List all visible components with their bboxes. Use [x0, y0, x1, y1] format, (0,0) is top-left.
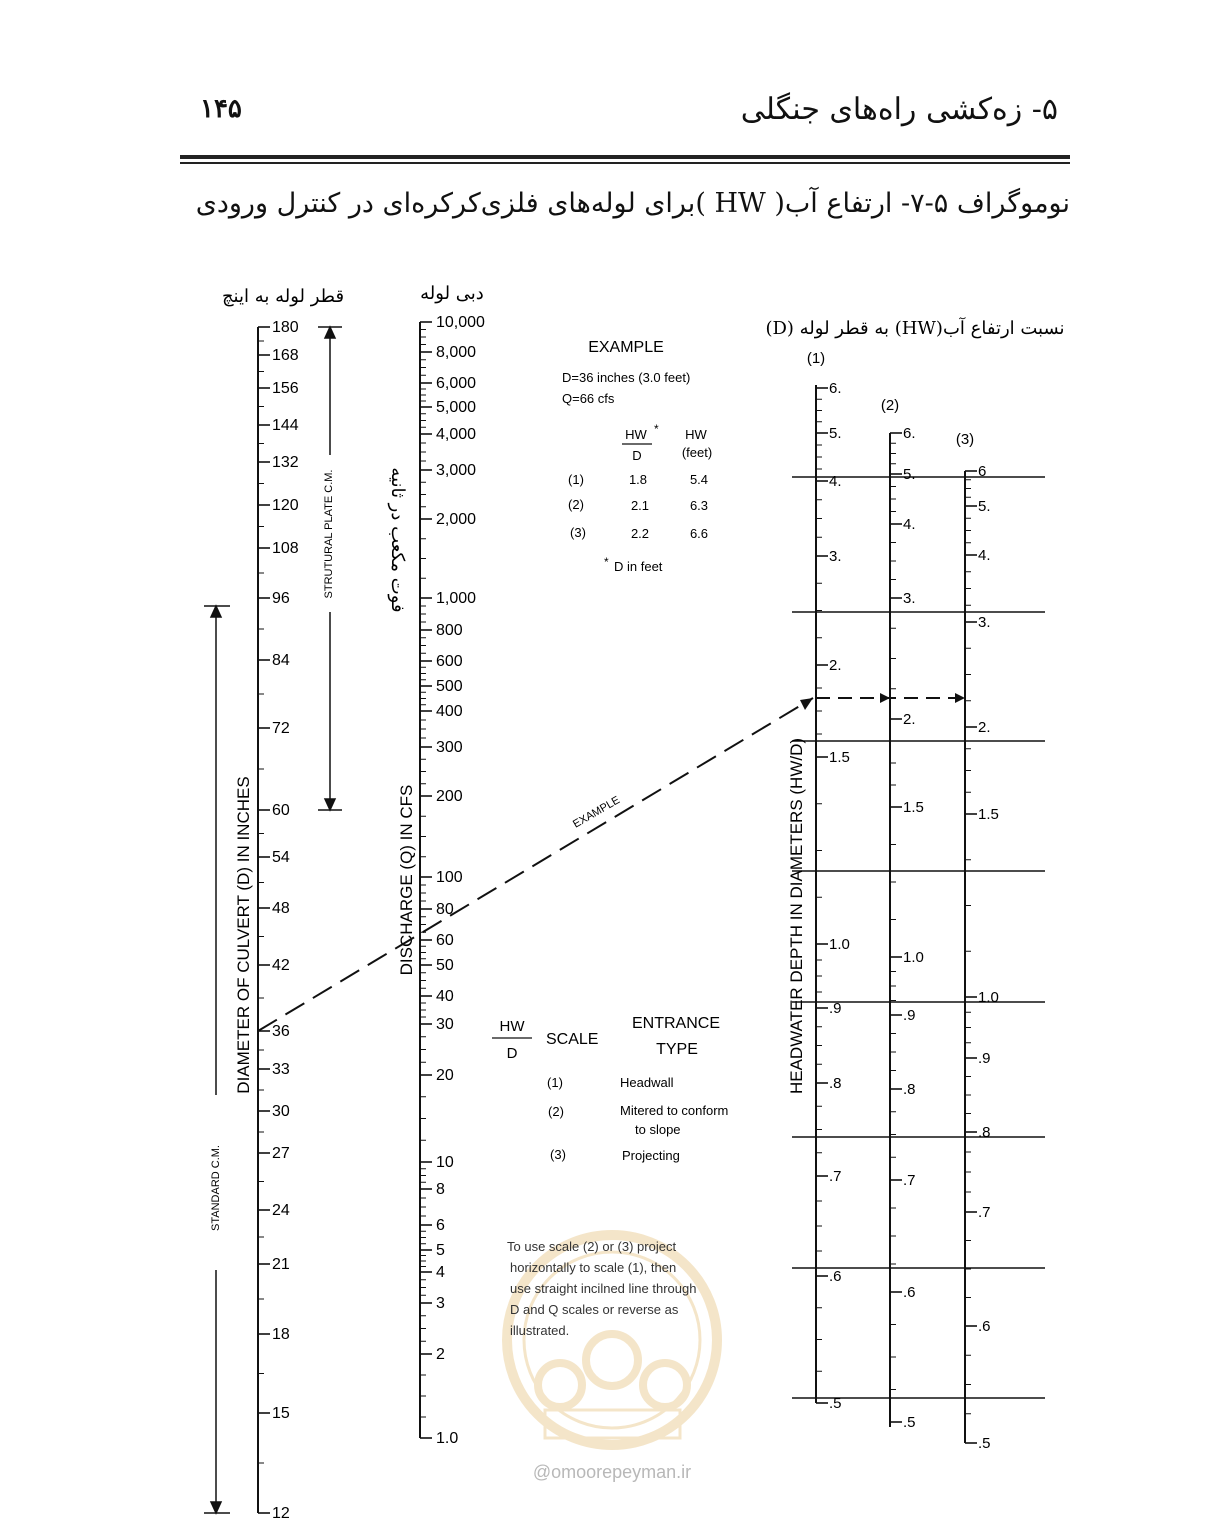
hw-scale-1-tick-label: 6. — [829, 380, 842, 397]
page-number: ۱۴۵ — [200, 94, 242, 124]
example-col1-top: HW — [625, 427, 647, 442]
hw-scale-2-tick-label: 4. — [903, 516, 916, 533]
hw-scale-3-tick-label: .5 — [978, 1435, 991, 1452]
diameter-scale-tick-label: 33 — [272, 1061, 290, 1078]
example-arrow-3 — [955, 693, 965, 703]
hw-scale-2-tick-label: 3. — [903, 590, 916, 607]
diameter-scale-tick-label: 27 — [272, 1145, 290, 1162]
entrance-row3-scale: (3) — [550, 1147, 566, 1162]
entrance-row2-type2: to slope — [635, 1122, 681, 1137]
hw-scale-2-tick-label: .5 — [903, 1414, 916, 1431]
discharge-scale-tick-label: 200 — [436, 788, 463, 805]
example-row2-scale: (2) — [568, 497, 584, 512]
example-row3-scale: (3) — [570, 525, 586, 540]
discharge-scale-tick-label: 3 — [436, 1295, 445, 1312]
discharge-axis-label: DISCHARGE (Q) IN CFS — [397, 784, 416, 976]
example-box — [562, 339, 712, 574]
instruction-line: illustrated. — [510, 1323, 570, 1338]
discharge-scale-tick-label: 6 — [436, 1217, 445, 1234]
hw-scale-2-tick-label: 2. — [903, 711, 916, 728]
diameter-scale-tick-label: 42 — [272, 957, 290, 974]
diameter-scale-tick-label: 156 — [272, 380, 299, 397]
example-line2: Q=66 cfs — [562, 391, 615, 406]
hw-scale-3-tick-label: .7 — [978, 1204, 991, 1221]
discharge-fa-axis-label: فوت مکعب در ثانیه — [387, 467, 408, 613]
discharge-scale-tick-label: 6,000 — [436, 375, 477, 392]
discharge-scale-tick-label: 1.0 — [436, 1430, 459, 1447]
diameter-scale-tick-label: 84 — [272, 652, 290, 669]
entrance-row1-type: Headwall — [620, 1075, 674, 1090]
hw-scale-1-tick-label: .9 — [829, 1000, 842, 1017]
diameter-scale-tick-label: 72 — [272, 720, 290, 737]
hw-scale-1-tick-label: 3. — [829, 548, 842, 565]
discharge-scale-tick-label: 2,000 — [436, 511, 477, 528]
hw-scale-1-label: (1) — [806, 350, 826, 367]
discharge-scale-tick-label: 60 — [436, 932, 454, 949]
hw-scale-1-tick-label: 1.5 — [829, 749, 850, 766]
diameter-scale-tick-label: 12 — [272, 1505, 290, 1520]
hw-scale-1-tick-label: .8 — [829, 1075, 842, 1092]
example-row2-ratio: 2.1 — [630, 498, 650, 513]
hw-scale-3-tick-label: 5. — [978, 498, 991, 515]
standard-range — [204, 606, 230, 1513]
entrance-type-header-2: TYPE — [656, 1041, 698, 1058]
hw-scale-1-tick-label: .5 — [829, 1395, 842, 1412]
standard-label: STANDARD C.M. — [210, 1145, 222, 1231]
diameter-scale-tick-label: 21 — [272, 1256, 290, 1273]
discharge-scale-tick-label: 300 — [436, 739, 463, 756]
discharge-scale — [420, 314, 485, 1447]
hw-axis-label: HEADWATER DEPTH IN DIAMETERS (HW/D) — [787, 737, 806, 1095]
chapter-title: ۵- زه‌کشی راه‌های جنگلی — [740, 92, 1058, 127]
diameter-scale-tick-label: 54 — [272, 849, 290, 866]
entrance-row2-scale: (2) — [548, 1104, 564, 1119]
structural-plate-label: STRUTURAL PLATE C.M. — [323, 469, 335, 599]
hw-scale-3-tick-label: 6 — [978, 463, 987, 480]
example-line1: D=36 inches (3.0 feet) — [562, 370, 691, 385]
hw-scale-2-tick-label: 1.5 — [903, 799, 924, 816]
discharge-scale-tick-label: 20 — [436, 1067, 454, 1084]
diameter-scale-tick-label: 24 — [272, 1202, 290, 1219]
example-footnote-star: * — [604, 555, 609, 569]
diameter-scale-tick-label: 36 — [272, 1023, 290, 1040]
example-row1-scale: (1) — [568, 472, 584, 487]
example-col1-bottom: D — [632, 448, 642, 463]
hw-scale-2-tick-label: .7 — [903, 1172, 916, 1189]
diameter-scale-tick-label: 48 — [272, 900, 290, 917]
discharge-scale-tick-label: 4 — [436, 1264, 445, 1281]
instruction-line: D and Q scales or reverse as — [510, 1302, 679, 1317]
entrance-hw-top: HW — [499, 1018, 525, 1035]
hw-scale-1-tick-label: 1.0 — [829, 936, 850, 953]
hw-scale-2-label: (2) — [880, 397, 900, 414]
hw-scale-3-tick-label: .6 — [978, 1318, 991, 1335]
example-line-label: EXAMPLE — [570, 794, 623, 831]
watermark-text: @omoorepeyman.ir — [532, 1462, 692, 1482]
example-col2-top: HW — [685, 427, 707, 442]
diameter-scale-tick-label: 120 — [272, 497, 299, 514]
diameter-scale-tick-label: 168 — [272, 347, 299, 364]
entrance-scale-header: SCALE — [546, 1031, 599, 1048]
diameter-scale-tick-label: 18 — [272, 1326, 290, 1343]
entrance-hw-bottom: D — [506, 1045, 518, 1062]
discharge-scale-tick-label: 4,000 — [436, 426, 477, 443]
hw-scale-2-tick-label: 5. — [903, 466, 916, 483]
hw-scale-3-label: (3) — [955, 431, 975, 448]
example-footnote: D in feet — [614, 559, 663, 574]
discharge-fa-label: دبی لوله — [420, 283, 484, 304]
discharge-scale-tick-label: 5,000 — [436, 399, 477, 416]
example-col2-bottom: (feet) — [681, 445, 713, 460]
hw-scale-3-tick-label: 1.0 — [978, 989, 999, 1006]
discharge-scale-tick-label: 2 — [436, 1346, 445, 1363]
hw-scale-3-tick-label: .9 — [978, 1050, 991, 1067]
hw-scale-3-tick-label: 1.5 — [978, 806, 999, 823]
instructions-note — [507, 1239, 696, 1338]
entrance-type-table — [492, 1015, 728, 1163]
diameter-scale-tick-label: 30 — [272, 1103, 290, 1120]
example-row2-feet: 6.3 — [689, 498, 709, 513]
example-arrow — [800, 698, 813, 710]
example-row3-feet: 6.6 — [689, 526, 709, 541]
entrance-row3-type: Projecting — [622, 1148, 680, 1163]
example-heading: EXAMPLE — [588, 339, 664, 356]
hw-scale-1-tick-label: .7 — [829, 1168, 842, 1185]
discharge-scale-tick-label: 500 — [436, 678, 463, 695]
hw-scale-3-tick-label: 4. — [978, 547, 991, 564]
diameter-scale-tick-label: 60 — [272, 802, 290, 819]
hw-scale-3-tick-label: 3. — [978, 614, 991, 631]
diameter-scale-tick-label: 108 — [272, 540, 299, 557]
hw-scale-1-tick-label: 5. — [829, 425, 842, 442]
diameter-scale-tick-label: 96 — [272, 590, 290, 607]
figure-title: نوموگراف ۵-۷- ارتفاع آب( HW )برای لوله‌های فلزی‌کرکره‌ای در کنترل ورودی — [195, 188, 1070, 219]
discharge-scale-tick-label: 800 — [436, 622, 463, 639]
discharge-scale-tick-label: 80 — [436, 901, 454, 918]
example-row3-ratio: 2.2 — [630, 526, 650, 541]
hw-scale-2 — [890, 425, 924, 1431]
diameter-fa-label: قطر لوله به اینچ — [221, 286, 345, 307]
entrance-type-header-1: ENTRANCE — [631, 1015, 721, 1032]
discharge-scale-tick-label: 40 — [436, 988, 454, 1005]
discharge-scale-tick-label: 100 — [436, 869, 463, 886]
hw-scale-1-tick-label: 4. — [829, 473, 842, 490]
hw-fa-label: نسبت ارتفاع آب(HW) به قطر لوله (D) — [765, 318, 1065, 339]
hw-scale-3-tick-label: 2. — [978, 719, 991, 736]
discharge-scale-tick-label: 5 — [436, 1242, 445, 1259]
discharge-scale-tick-label: 600 — [436, 653, 463, 670]
hw-scale-2-tick-label: .9 — [903, 1007, 916, 1024]
example-arrow-2 — [880, 693, 890, 703]
discharge-scale-tick-label: 30 — [436, 1016, 454, 1033]
discharge-scale-tick-label: 50 — [436, 957, 454, 974]
hw-scale-2-tick-label: .6 — [903, 1284, 916, 1301]
discharge-scale-tick-label: 10 — [436, 1154, 454, 1171]
discharge-scale-tick-label: 10,000 — [436, 314, 485, 331]
example-row1-feet: 5.4 — [689, 472, 709, 487]
discharge-scale-tick-label: 8,000 — [436, 344, 477, 361]
instruction-line: To use scale (2) or (3) project — [507, 1239, 677, 1254]
discharge-scale-tick-label: 1,000 — [436, 590, 477, 607]
hw-scale-1-tick-label: .6 — [829, 1268, 842, 1285]
example-row1-ratio: 1.8 — [628, 472, 648, 487]
discharge-scale-tick-label: 3,000 — [436, 462, 477, 479]
hw-scale-1-tick-label: 2. — [829, 657, 842, 674]
hw-scale-2-tick-label: 1.0 — [903, 949, 924, 966]
entrance-row2-type: Mitered to conform — [620, 1103, 729, 1118]
diameter-scale-tick-label: 144 — [272, 417, 299, 434]
hw-scale-2-tick-label: .8 — [903, 1081, 916, 1098]
example-col1-star: * — [654, 422, 659, 436]
diameter-axis-label: DIAMETER OF CULVERT (D) IN INCHES — [234, 776, 253, 1094]
hw-scale-2-tick-label: 6. — [903, 425, 916, 442]
discharge-scale-tick-label: 400 — [436, 703, 463, 720]
discharge-scale-tick-label: 8 — [436, 1181, 445, 1198]
instruction-line: use straight incilned line through — [510, 1281, 697, 1296]
example-path — [258, 698, 965, 1031]
hw-scale-1 — [816, 380, 850, 1412]
diameter-scale-tick-label: 15 — [272, 1405, 290, 1422]
diameter-scale — [258, 319, 299, 1520]
hw-scale-3-tick-label: .8 — [978, 1124, 991, 1141]
instruction-line: horizontally to scale (1), then — [510, 1260, 677, 1275]
diameter-scale-tick-label: 132 — [272, 454, 299, 471]
diameter-scale-tick-label: 180 — [272, 319, 299, 336]
entrance-row1-scale: (1) — [547, 1075, 563, 1090]
